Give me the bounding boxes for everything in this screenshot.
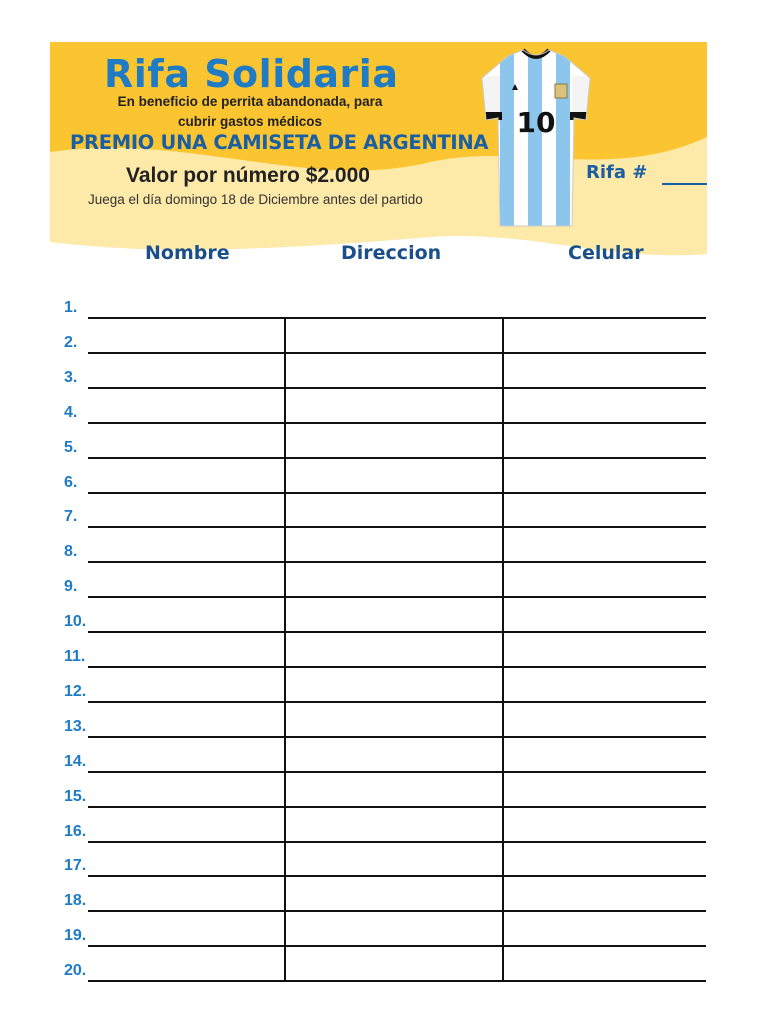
table-row[interactable] — [88, 492, 706, 494]
row-number: 2. — [64, 334, 78, 351]
row-number: 14. — [64, 753, 87, 770]
column-divider-1 — [284, 318, 286, 981]
row-number: 16. — [64, 823, 87, 840]
row-number: 3. — [64, 369, 78, 386]
row-number: 9. — [64, 578, 78, 595]
table-row[interactable] — [88, 387, 706, 389]
row-number: 15. — [64, 788, 87, 805]
prize-text: PREMIO UNA CAMISETA DE ARGENTINA — [70, 131, 489, 154]
rifa-number-label: Rifa # — [586, 162, 648, 183]
table-row[interactable] — [88, 771, 706, 773]
table-row[interactable] — [88, 945, 706, 947]
table-row[interactable] — [88, 457, 706, 459]
row-number: 4. — [64, 404, 78, 421]
row-number: 18. — [64, 892, 87, 909]
column-divider-2 — [502, 318, 504, 981]
row-number: 10. — [64, 613, 87, 630]
row-number: 20. — [64, 962, 87, 979]
raffle-title: Rifa Solidaria — [104, 52, 399, 96]
row-number: 17. — [64, 857, 87, 874]
table-row[interactable] — [88, 422, 706, 424]
column-header-direccion: Direccion — [341, 242, 442, 264]
subtitle-line-2: cubrir gastos médicos — [177, 114, 323, 129]
table-row[interactable] — [88, 701, 706, 703]
rifa-number-blank — [662, 183, 707, 185]
price-text: Valor por número $2.000 — [126, 164, 370, 187]
row-number: 7. — [64, 508, 78, 525]
draw-date-text: Juega el día domingo 18 de Diciembre antes del partido — [88, 192, 423, 207]
table-row[interactable] — [88, 631, 706, 633]
raffle-subtitle — [90, 92, 410, 132]
row-number: 11. — [64, 648, 86, 665]
row-number: 19. — [64, 927, 87, 944]
row-number: 13. — [64, 718, 87, 735]
table-row[interactable] — [88, 875, 706, 877]
table-row[interactable] — [88, 526, 706, 528]
row-number: 8. — [64, 543, 78, 560]
row-number: 6. — [64, 474, 78, 491]
table-row[interactable] — [88, 980, 706, 982]
table-row[interactable] — [88, 352, 706, 354]
table-row[interactable] — [88, 736, 706, 738]
argentina-jersey-icon — [478, 46, 594, 232]
table-row[interactable] — [88, 561, 706, 563]
row-number: 12. — [64, 683, 87, 700]
table-row[interactable] — [88, 596, 706, 598]
table-row[interactable] — [88, 317, 706, 319]
table-row[interactable] — [88, 910, 706, 912]
column-header-celular: Celular — [568, 242, 644, 264]
jersey-number: 10 — [516, 106, 556, 139]
row-number: 1. — [64, 299, 78, 316]
column-header-nombre: Nombre — [145, 242, 230, 264]
table-row[interactable] — [88, 806, 706, 808]
subtitle-line-1: En beneficio de perrita abandonada, para — [117, 94, 383, 109]
table-row[interactable] — [88, 841, 706, 843]
table-row[interactable] — [88, 666, 706, 668]
row-number: 5. — [64, 439, 78, 456]
